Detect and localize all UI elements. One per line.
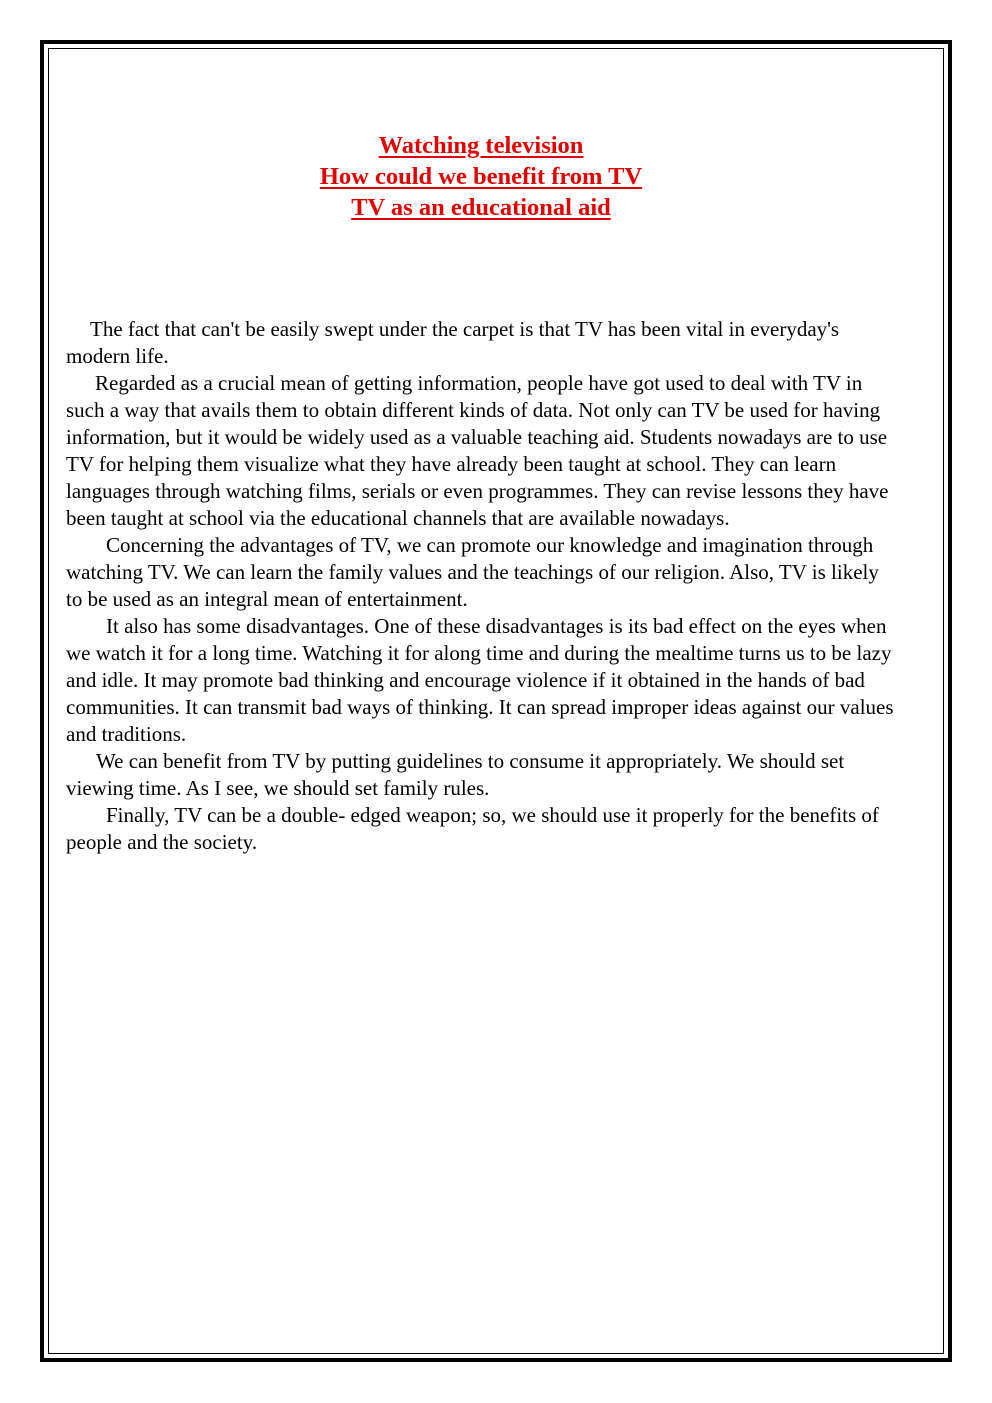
title-line-2: How could we benefit from TV (319, 163, 643, 190)
title-line-1: Watching television (378, 132, 584, 159)
title-block (0, 130, 962, 223)
paragraph-6 (66, 802, 896, 856)
paragraph-3 (66, 532, 896, 613)
paragraph-text: Concerning the advantages of TV, we can promote our knowledge and imagination through watching TV. We can learn the family values and the teachings of our religion. Also, TV is likely to be used as an integral mean of entertainment. (66, 533, 879, 611)
paragraph-5 (66, 748, 896, 802)
paragraph-text: Finally, TV can be a double- edged weapon; so, we should use it properly for the benefits of people and the society. (66, 803, 879, 854)
paragraph-text: It also has some disadvantages. One of these disadvantages is its bad effect on the eyes when we watch it for a long time. Watching it for along time and during the mealtime turns us to be lazy and idle. It may promote bad thinking and encourage violence if it obtained in the hands of bad communities. It can transmit bad ways of thinking. It can spread improper ideas against our values and traditions. (66, 614, 894, 746)
paragraph-1 (66, 316, 896, 370)
paragraph-text: We can benefit from TV by putting guidelines to consume it appropriately. We should set viewing time. As I see, we should set family rules. (66, 749, 845, 800)
paragraph-2 (66, 370, 896, 532)
essay-body (66, 316, 896, 856)
paragraph-4 (66, 613, 896, 748)
paragraph-text: The fact that can't be easily swept under the carpet is that TV has been vital in everyday's modern life. (66, 317, 840, 368)
title-line-3: TV as an educational aid (351, 194, 611, 221)
paragraph-text: Regarded as a crucial mean of getting information, people have got used to deal with TV in such a way that avails them to obtain different kinds of data. Not only can TV be used for having information, but it would be widely used as a valuable teaching aid. Students nowadays are to use TV for helping them visualize what they have already been taught at school. They can learn languages through watching films, serials or even programmes. They can revise lessons they have been taught at school via the educational channels that are available nowadays. (66, 371, 889, 530)
